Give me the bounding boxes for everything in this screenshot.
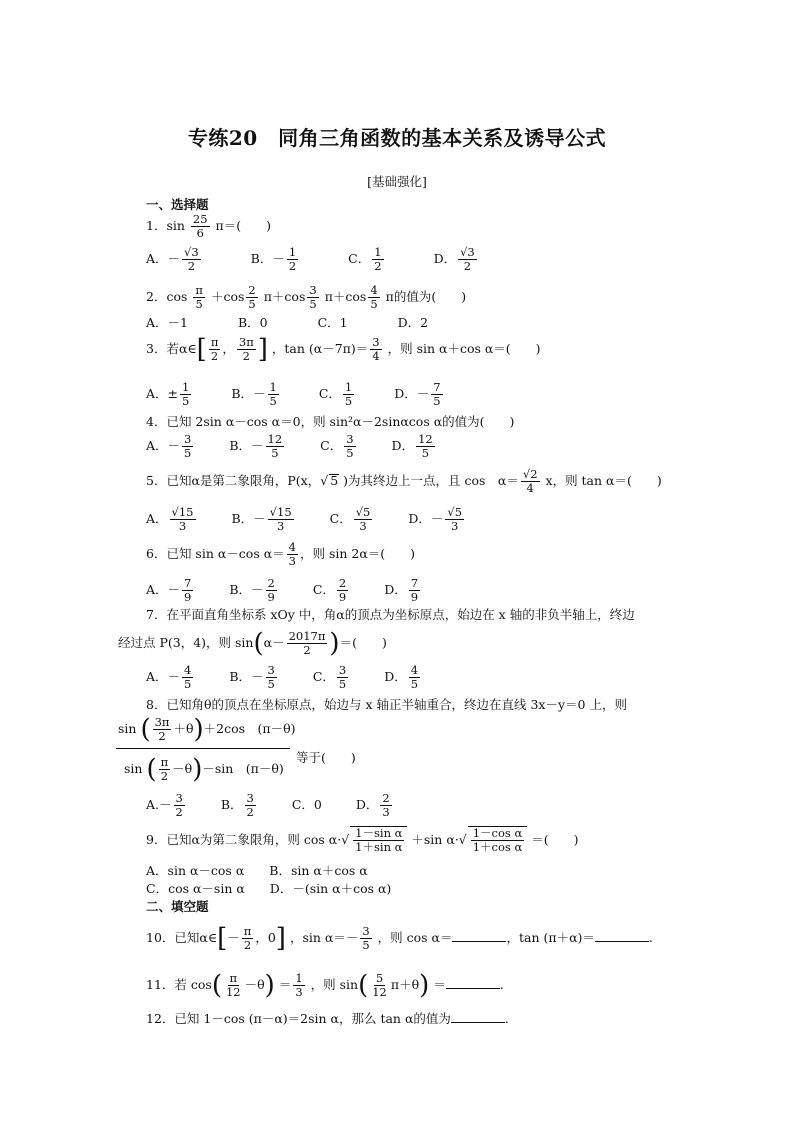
question-3-options: A．± $\frac{1}{5}$ B．－ $\frac{1}{5}$ C． $\frac{1}{5}$ D．－ $\frac{7}{5}$ (146, 380, 441, 409)
question-9-options-row1: A．sin α－cos α B．sin α＋cos α (146, 863, 368, 878)
question-8: 8．已知角θ的顶点在坐标原点，始边与 x 轴正半轴重合，终边在直线 3x－y＝0 上，则 (146, 697, 627, 712)
question-2-options: A．－1 B．0 C．1 D．2 (146, 315, 429, 330)
question-8-options: A.－ $\frac{3}{2}$ B． $\frac{3}{2}$ C．0 D． $\frac{2}{3}$ (146, 791, 390, 820)
question-2: 2．cos $\frac{\pi}{5}$ ＋cos $\frac{2}{5}$ π＋cos $\frac{3}{5}$ π＋cos $\frac{4}{5}$ π的值为( ) (146, 283, 467, 312)
question-4: 4．已知 2sin α－cos α＝0，则 sin²α－2sinαcos α的值为( ) (146, 414, 515, 429)
page-title: 专练20 同角三角函数的基本关系及诱导公式 (187, 126, 607, 150)
question-1-options: A．－ $\frac{√3}{2}$ B．－ $\frac{1}{2}$ C． $\frac{1}{2}$ D． $\frac{√3}{2}$ (146, 245, 475, 274)
section-fill-heading: 二、填空题 (146, 899, 209, 914)
question-5-options: A． $\frac{√15}{3}$ B．－ $\frac{√15}{3}$ C． $\frac{√5}{3}$ D．－ $\frac{√5}{3}$ (146, 505, 463, 534)
question-11: 11．若 cos( $\frac{\pi}{12}$ －θ) ＝ $\frac{1}{3}$ ，则 sin( $\frac{5}{12}$ π＋θ) ＝ . (146, 970, 504, 1001)
question-8-denominator: sin ( $\frac{\pi}{2}$ －θ)－sin (π－θ) (124, 754, 284, 785)
question-7-options: A．－ $\frac{4}{5}$ B．－ $\frac{3}{5}$ C． $\frac{3}{5}$ D． $\frac{4}{5}$ (146, 663, 419, 692)
question-1: 1．sin $\frac{25}{6}$ π＝( ) (146, 212, 272, 241)
question-7: 7．在平面直角坐标系 xOy 中，角α的顶点为坐标原点，始边在 x 轴的非负半轴上，终边 (146, 607, 635, 622)
subtitle: [基础强化] (367, 174, 427, 189)
question-6-options: A．－ $\frac{7}{9}$ B．－ $\frac{2}{9}$ C． $\frac{2}{9}$ D． $\frac{7}{9}$ (146, 576, 419, 605)
question-8-numerator: sin ( $\frac{3\pi}{2}$ ＋θ)＋2cos (π－θ) (118, 714, 296, 745)
question-8-fraction-bar (116, 748, 290, 749)
question-12: 12．已知 1－cos (π－α)＝2sin α，那么 tan α的值为 . (146, 1011, 509, 1026)
question-10: 10．已知α∈[－ $\frac{\pi}{2}$ ，0] ，sin α＝－ $\frac{3}{5}$ ，则 cos α＝ ，tan (π＋α)＝ . (146, 923, 653, 954)
question-7-line2: 经过点 P(3，4)，则 sin(α－ $\frac{2017\pi}{2}$ )＝( ) (118, 628, 387, 659)
question-6: 6．已知 sin α－cos α＝ $\frac{4}{3}$ ，则 sin 2α＝( ) (146, 540, 416, 569)
question-9: 9．已知α为第二象限角，则 cos α·√ $\frac{\text{1－sin α}}{\text{1＋sin α}}$ ＋sin α·√ $\frac{\text{1－cos α}}{\text{1＋cos α}}$ ＝( ) (146, 826, 579, 855)
question-5: 5．已知α是第二象限角，P(x，√ 5 )为其终边上一点，且 cos α＝ $\frac{√2}{4}$ x，则 tan α＝( ) (146, 467, 662, 496)
question-3: 3．若α∈[ $\frac{\pi}{2}$ ， $\frac{3\pi}{2}$ ] ，tan (α－7π)＝ $\frac{3}{4}$ ，则 sin α＋cos α＝( ) (146, 334, 541, 365)
section-choice-heading: 一、选择题 (146, 197, 209, 212)
question-8-tail: 等于( ) (296, 750, 356, 765)
question-9-options-row2: C．cos α－sin α D．－(sin α＋cos α) (146, 881, 392, 896)
question-4-options: A．－ $\frac{3}{5}$ B．－ $\frac{12}{5}$ C． $\frac{3}{5}$ D． $\frac{12}{5}$ (146, 432, 433, 461)
